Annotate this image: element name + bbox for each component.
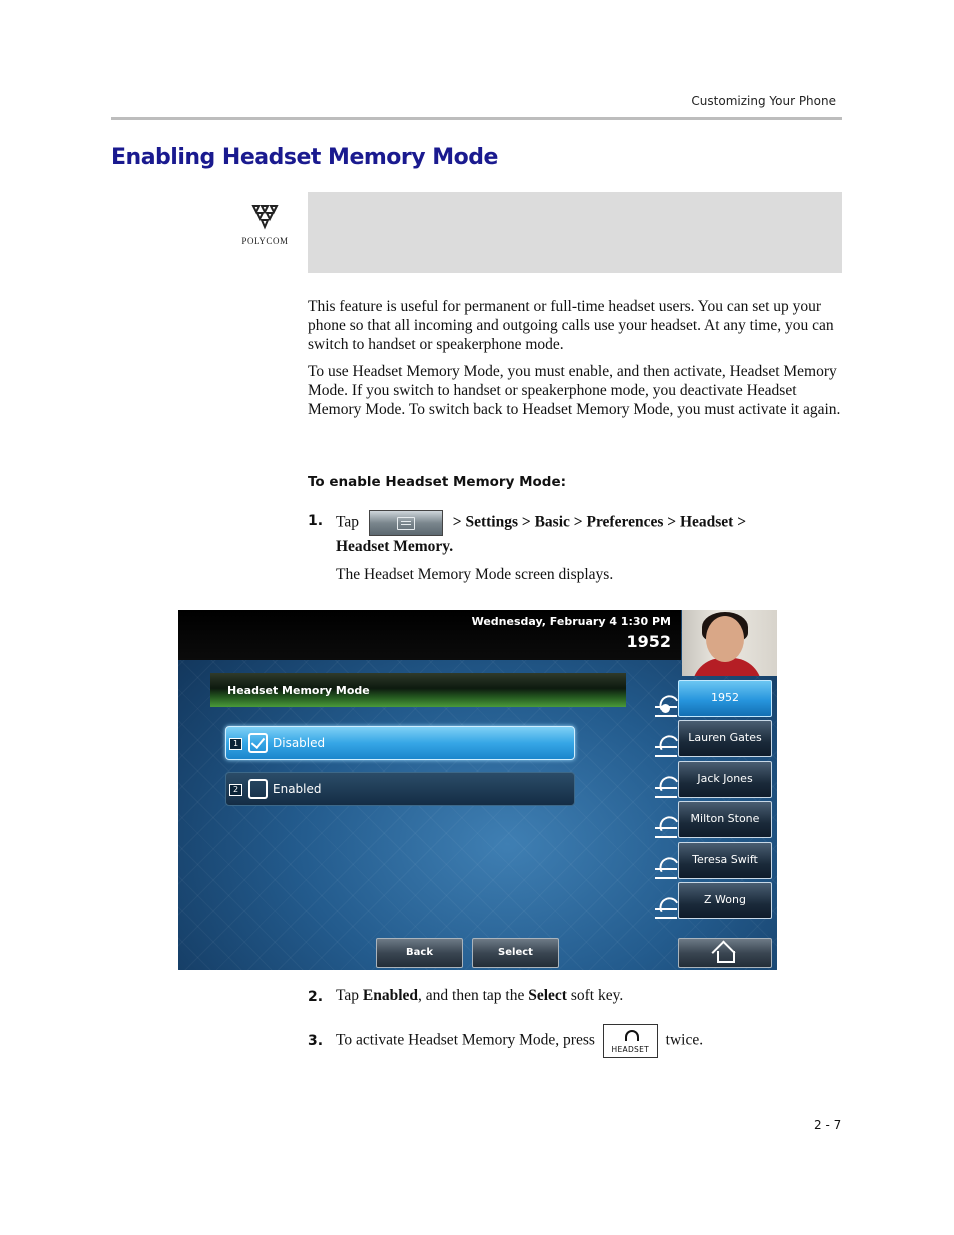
option-label: Enabled (273, 782, 322, 796)
phone-screen (178, 610, 777, 970)
option-enabled[interactable] (225, 772, 575, 806)
logo-wordmark: POLYCOM (241, 236, 289, 246)
home-key[interactable] (678, 938, 772, 968)
select-softkey[interactable]: Select (472, 938, 559, 968)
option-disabled[interactable] (225, 726, 575, 760)
page-title: Enabling Headset Memory Mode (111, 145, 498, 170)
step-3-number: 3. (308, 1033, 324, 1049)
headset-key-label: HEADSET (611, 1045, 650, 1054)
option-number: 2 (229, 784, 242, 796)
note-box (308, 192, 842, 273)
line-label: Milton Stone (690, 812, 760, 825)
step-1-tap: Tap (336, 513, 360, 531)
procedure-heading: To enable Headset Memory Mode: (308, 474, 567, 490)
step-1-path: > Settings > Basic > Preferences > Headset > (452, 513, 747, 531)
phone-registered-icon (655, 694, 677, 716)
line-key-milton-stone[interactable] (678, 801, 772, 838)
running-header: Customizing Your Phone (691, 94, 836, 108)
step-3-text (336, 1024, 703, 1058)
polycom-triangles-icon (251, 204, 279, 230)
line-label: Z Wong (704, 893, 746, 906)
step-3-lead: To activate Headset Memory Mode, press (336, 1031, 595, 1049)
date-time: Wednesday, February 4 1:30 PM (471, 615, 671, 628)
page-number: 2 - 7 (814, 1118, 842, 1132)
step-3-tail: twice. (665, 1031, 704, 1049)
menu-icon (397, 517, 415, 530)
polycom-logo (230, 204, 300, 248)
line-key-z-wong[interactable] (678, 882, 772, 919)
step-2-text: Tap Enabled, and then tap the Select soft key. (336, 987, 624, 1004)
extension-number: 1952 (626, 632, 671, 651)
step-1-path-cont (336, 538, 453, 556)
status-bar (178, 610, 681, 660)
line-key-1952[interactable] (678, 680, 772, 717)
step-1-result: The Headset Memory Mode screen displays. (336, 566, 614, 583)
back-softkey[interactable]: Back (376, 938, 463, 968)
menu-key (369, 510, 443, 536)
line-key-lauren-gates[interactable] (678, 720, 772, 757)
screen-title-bar (210, 673, 626, 707)
phone-line-icon (655, 815, 677, 837)
line-key-teresa-swift[interactable] (678, 842, 772, 879)
step-1-path-end: Headset Memory. (336, 538, 454, 555)
screen-title: Headset Memory Mode (227, 684, 370, 697)
checkbox-checked-icon[interactable] (248, 733, 268, 753)
line-label: Jack Jones (697, 772, 753, 785)
paragraph-usage: To use Headset Memory Mode, you must enable, and then activate, Headset Memory Mode. If you switch to handset or speakerphone mode, you deactivate Headset Memory Mode. To switch back to Headset Memory Mode, you must activate it again. (308, 363, 841, 418)
step-1-number: 1. (308, 513, 324, 529)
checkbox-unchecked-icon[interactable] (248, 779, 268, 799)
phone-line-icon (655, 775, 677, 797)
option-label: Disabled (273, 736, 326, 750)
option-number: 1 (229, 738, 242, 750)
headset-icon (625, 1030, 639, 1041)
phone-line-icon (655, 896, 677, 918)
line-key-jack-jones[interactable] (678, 761, 772, 798)
phone-line-icon (655, 734, 677, 756)
headset-key (603, 1024, 658, 1058)
step-2-number: 2. (308, 989, 324, 1005)
paragraph-intro: This feature is useful for permanent or full-time headset users. You can set up your phone so that all incoming and outgoing calls use your headset. At any time, you can switch to handset or speakerphone mode. (308, 298, 834, 353)
contact-photo (682, 610, 777, 676)
phone-line-icon (655, 856, 677, 878)
line-label: Teresa Swift (692, 853, 758, 866)
step-1-text (336, 510, 746, 536)
line-label: 1952 (711, 691, 739, 704)
header-rule (111, 117, 842, 120)
line-label: Lauren Gates (688, 731, 762, 744)
